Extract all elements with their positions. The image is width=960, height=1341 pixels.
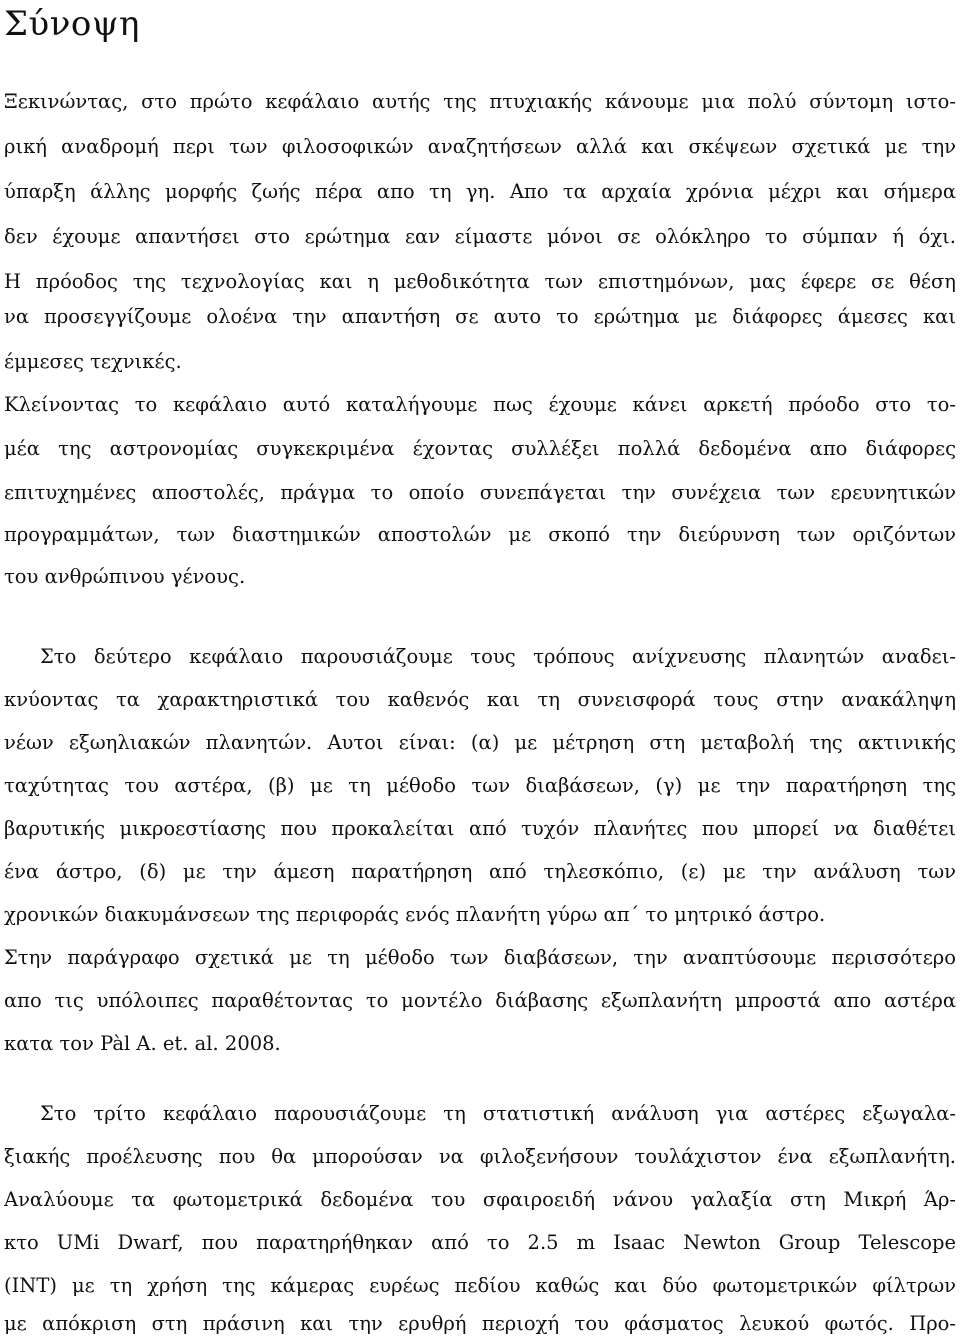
text-line: Η πρόοδος της τεχνολογίας και η μεθοδικότητα των επιστημόνων, μας έφερε σε θέση: [4, 270, 956, 293]
text-line: του ανθρώπινου γένους.: [4, 565, 246, 588]
text-line: ένα άστρο, (δ) με την άμεση παρατήρηση από τηλεσκόπιο, (ε) με την ανάλυση των: [4, 860, 956, 883]
text-line: Στο δεύτερο κεφάλαιο παρουσιάζουμε τους τρόπους ανίχνευσης πλανητών αναδει-: [40, 645, 956, 668]
text-line: νέων εξωηλιακών πλανητών. Αυτοι είναι: (α) με μέτρηση στη μεταβολή της ακτινικής: [4, 731, 956, 754]
page-title: Σύνοψη: [4, 4, 140, 44]
text-line: χρονικών διακυμάνσεων της περιφοράς ενός πλανήτη γύρω απ΄ το μητρικό άστρο.: [4, 903, 826, 926]
text-line: ρική αναδρομή περι των φιλοσοφικών αναζητήσεων αλλά και σκέψεων σχετικά με την: [4, 135, 956, 158]
text-line: με απόκριση στη πράσινη και την ερυθρή περιοχή του φάσματος λευκού φωτός. Προ-: [4, 1312, 956, 1335]
text-line: Στην παράγραφο σχετικά με τη μέθοδο των διαβάσεων, την αναπτύσουμε περισσότερο: [4, 946, 956, 969]
text-line: να προσεγγίζουμε ολοένα την απαντήση σε αυτο το ερώτημα με διάφορες άμεσες και: [4, 305, 956, 328]
text-line: κνύοντας τα χαρακτηριστικά του καθενός και τη συνεισφορά τους στην ανακάληψη: [4, 688, 956, 711]
text-line: ύπαρξη άλλης μορφής ζωής πέρα απο τη γη. Απο τα αρχαία χρόνια μέχρι και σήμερα: [4, 180, 956, 203]
text-line: κτο UMi Dwarf, που παρατηρήθηκαν από το 2.5 m Isaac Newton Group Telescope: [4, 1231, 956, 1254]
text-line: έμμεσες τεχνικές.: [4, 350, 182, 373]
text-line: επιτυχημένες αποστολές, πράγμα το οποίο συνεπάγεται την συνέχεια των ερευνητικών: [4, 481, 956, 504]
text-line: κατα τον Pàl A. et. al. 2008.: [4, 1032, 281, 1055]
text-line: ξιακής προέλευσης που θα μπορούσαν να φιλοξενήσουν τουλάχιστον ένα εξωπλανήτη.: [4, 1145, 956, 1168]
text-line: μέα της αστρονομίας συγκεκριμένα έχοντας συλλέξει πολλά δεδομένα απο διάφορες: [4, 437, 956, 460]
text-line: Κλείνοντας το κεφάλαιο αυτό καταλήγουμε πως έχουμε κάνει αρκετή πρόοδο στο το-: [4, 393, 956, 416]
text-line: απο τις υπόλοιπες παραθέτοντας το μοντέλο διάβασης εξωπλανήτη μπροστά απο αστέρα: [4, 989, 956, 1012]
text-line: Ξεκινώντας, στο πρώτο κεφάλαιο αυτής της πτυχιακής κάνουμε μια πολύ σύντομη ιστο-: [4, 90, 956, 113]
text-line: Στο τρίτο κεφάλαιο παρουσιάζουμε τη στατιστική ανάλυση για αστέρες εξωγαλα-: [40, 1102, 956, 1125]
text-line: δεν έχουμε απαντήσει στο ερώτημα εαν είμαστε μόνοι σε ολόκληρο το σύμπαν ή όχι.: [4, 225, 956, 248]
text-line: βαρυτικής μικροεστίασης που προκαλείται από τυχόν πλανήτες που μπορεί να διαθέτει: [4, 817, 956, 840]
text-line: ταχύτητας του αστέρα, (β) με τη μέθοδο των διαβάσεων, (γ) με την παρατήρηση της: [4, 774, 956, 797]
text-line: (INT) με τη χρήση της κάμερας ευρέως πεδίου καθώς και δύο φωτομετρικών φίλτρων: [4, 1274, 956, 1297]
text-line: προγραμμάτων, των διαστημικών αποστολών με σκοπό την διεύρυνση των οριζόντων: [4, 523, 956, 546]
text-line: Αναλύουμε τα φωτομετρικά δεδομένα του σφαιροειδή νάνου γαλαξία στη Μικρή Άρ-: [4, 1188, 956, 1211]
